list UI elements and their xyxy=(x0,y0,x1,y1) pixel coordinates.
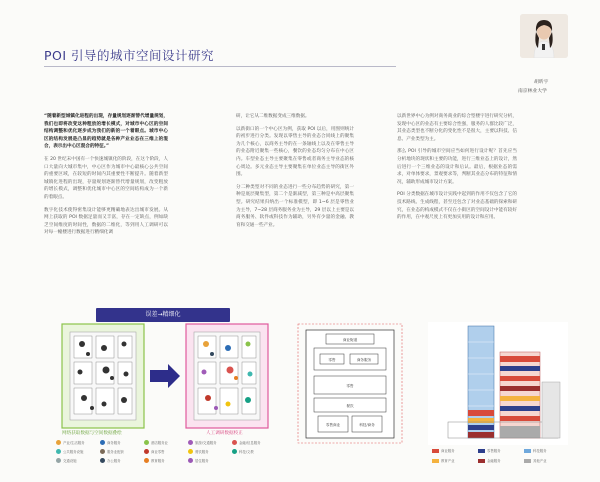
poi-map-figure xyxy=(52,308,277,438)
legend-item: 教育服务 xyxy=(144,458,165,463)
legend-item: 公共服务设施 xyxy=(56,449,83,454)
body-paragraph: 研，让它从二维数据变成三维数据。 xyxy=(236,114,310,119)
building-legend xyxy=(428,446,568,470)
legend-item: 科技/文教 xyxy=(232,449,254,454)
caption-right: 人工调研数据校正 xyxy=(206,431,243,436)
title-divider xyxy=(44,66,396,67)
legend-item: 教育产业 xyxy=(432,458,455,463)
author-affiliation: 南京林业大学 xyxy=(518,89,547,94)
text-column-2 xyxy=(236,113,354,234)
legend-item: 金融服务 xyxy=(478,458,501,463)
legend-item: 交通设施 xyxy=(56,458,77,463)
author-name: 胡昕宇 xyxy=(534,80,549,85)
body-paragraph: 以新街口的一个中心区为例，获取 POI 以后，用图则统计的初步进行分类。发现以零售主导的业态合同线上的聚集为几个核心，以商务主导的在一条轴线上以及在零售主导的业态附近聚集一些核心，餐饮的业态均匀分布在中心区内。车型业态主导主要聚集在零售或者商务主导业态的核心周边。多元业态主导主要聚集在单位业态主导的街区外围。 xyxy=(236,126,354,178)
lead-paragraph: “随着新型城镇化进程的出现，存量规划逐渐替代增量规划，我们也即将改变这种粗放的增长模式，对城市中心区的空间结构调整和优化逐步成为我们的新的一个着眼点。城市中心区的结构发展是凸显的趋势就是各种产业业态在三维上的混合，表示出中心区混合的特征。” xyxy=(44,114,168,150)
section-label: 商务服务 xyxy=(356,358,372,362)
legend-item: 零售服务 xyxy=(478,448,501,453)
building-section-diagram xyxy=(296,322,404,445)
legend-item: 科技服务 xyxy=(524,448,547,453)
legend-item: 商业零售 xyxy=(144,449,165,454)
body-paragraph: 那么 POI 引导的城市空间应当如何进行设计呢？首先应当分析地块的现状和主要的功能，进行三维业态上的设计，然后进行一个三维业态的设计和后认。最后，根据业态的需求，对单体要求，景观要求等，判断其业态分布的特征和情况，辅助形成城市设计方案。 xyxy=(397,149,517,185)
legend-item: 餐饮服务 xyxy=(188,449,209,454)
legend-item: 服务业配套 xyxy=(100,449,124,454)
legend-item: 商务服务 xyxy=(100,440,121,445)
caption-left: 网络获取数据与空间数据叠绘 xyxy=(62,431,122,436)
body-paragraph: 以新世界中心为例对商务商业的综合型楼宇进行研究分析，发现中心区的业态有主要综合性强，服务的人群比较广泛，其业态类型也不断分化的变化性不是很大，主要以科技、信息、产业类型为主。 xyxy=(397,114,517,142)
text-column-3 xyxy=(397,113,517,227)
3d-building-figure xyxy=(428,322,568,445)
body-paragraph: 在 20 世纪末中国有一个快速城镇化的阶段，在这个阶段，人口大量向大城市集中，中心区作为城市中心最核心公共空间的重要区域，在较短的时间内其重要性不断提升。随着新型城镇化进程的出现，存量规划逐渐替代增量规划，改变粗放的增长模式，调整和优化城市中心区的空间结构成为一个新的着眼点。 xyxy=(44,156,168,200)
section-label: 零售 xyxy=(328,358,336,362)
author-photo xyxy=(520,14,568,58)
legend-item: 办公服务 xyxy=(100,458,121,463)
article-title: POI 引导的城市空间设计研究 xyxy=(44,48,215,63)
section-label: 商业街道 xyxy=(342,338,358,342)
legend-item: 旅游/交通服务 xyxy=(188,440,217,445)
section-label: 零售 xyxy=(346,384,354,388)
legend-item: 酒店服务业 xyxy=(144,440,168,445)
legend-item: 其他产业 xyxy=(524,458,547,463)
body-paragraph: 分二种类型对不同的业态进行一些分布趋势的研究，第一种是底层聚集型，第二个是渐减型，第三种是中高层聚集型。研究结果归纳出一个标准模型，即 1~6 层是零售业为主导，7~28 层商务服务业为主导，29 层以上主要是以商务服务、软件或科技作为辅助，另外有少量的金融、教育和交通一些产业。 xyxy=(236,184,354,228)
body-paragraph: 数字化技术使得密集设计能够更精确地表达出城市发展。从网上获取的 POI 数据足量而又丰富，存在一定缺点，例如缺乏空间维度的时间性，数据的二维化，等到用人工调研可以对每一幢楼进行数据进行精细化调 xyxy=(44,207,168,236)
body-paragraph: POI 分类数据在城市设计实践中起到的作用不仅包含了它的技术路线、生成线程，甚至还包含了对业态基础的探索和研究，在业态的构成模式不仅在小街区的空间设计中能有较好的作用，在中观尺度上有更加实用的设计和应用。 xyxy=(397,192,517,221)
legend-item: 产业/生活服务 xyxy=(56,440,85,445)
poi-legend xyxy=(52,438,277,466)
figure-header: 误差→精细化 xyxy=(96,308,230,322)
section-label: 零售商业 xyxy=(325,423,341,427)
poi-map-graphic xyxy=(52,308,277,438)
legend-item: 商业服务 xyxy=(432,448,455,453)
section-label: 餐饮 xyxy=(346,404,354,408)
legend-item: 居住服务 xyxy=(188,458,209,463)
section-label: 科技/商务 xyxy=(359,423,375,427)
legend-item: 金融/信息服务 xyxy=(232,440,261,445)
text-column-1 xyxy=(44,113,168,242)
